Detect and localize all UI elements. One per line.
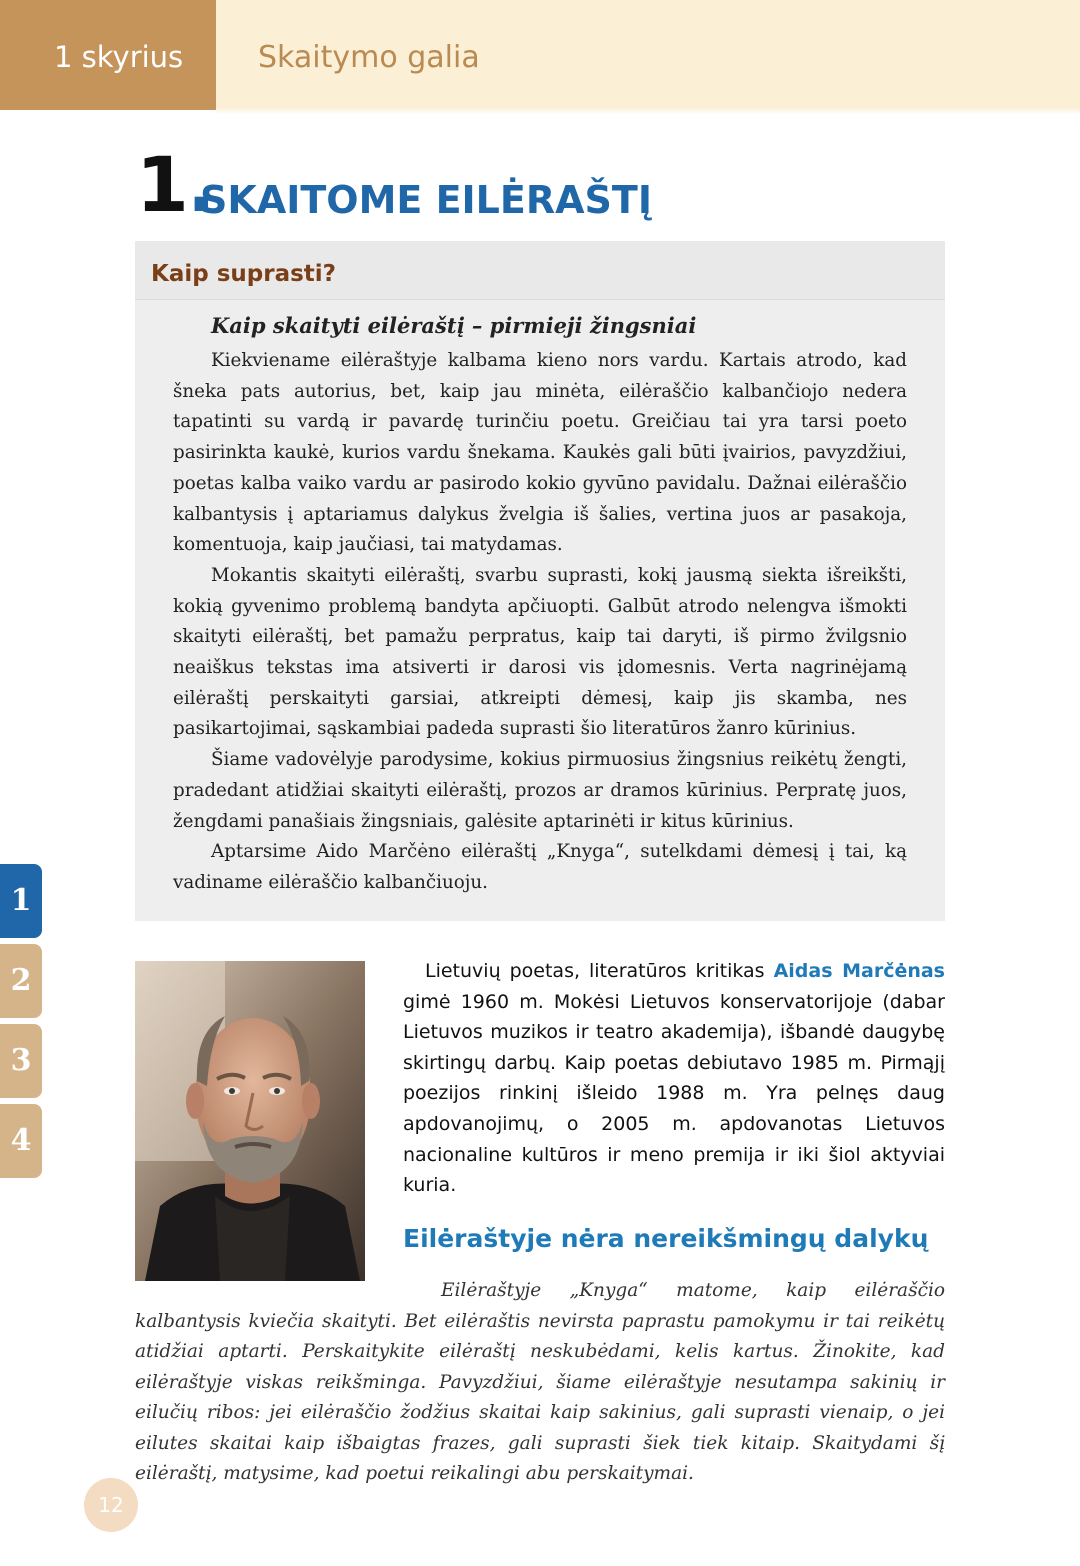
section-paragraph: Eilėraštyje „Knyga“ matome, kaip eilėraščio kalbantysis kviečia skaityti. Bet eilėraštis nevirsta paprastu pamokymu ir tai reikėtų atidžiai aptarti. Perskaitykite eilėraštį neskubėdami, kelis kartus. Žinokite, kad eilėraštyje viskas reikšminga. Pavyzdžiui, šiame eilėraštyje nesutampa sakinių ir eilučių ribos: jei eilėraščio žodžius skaitai kaip sakinius, gali suprasti vienaip, o jei eilutes skaitai kaip išbaigtas frazes, gali suprasti šiek tiek kitaip. Skaitydami šį eilėraštį, matysime, kad poetui reikalingi abu perskaitymai. xyxy=(135,1280,945,1484)
chapter-tab-4[interactable]: 4 xyxy=(0,1104,42,1178)
author-portrait-illustration xyxy=(135,961,365,1281)
info-box-text xyxy=(173,346,907,899)
section-title: Eilėraštyje nėra nereikšmingų dalykų xyxy=(403,1224,929,1253)
chapter-label-band xyxy=(0,0,216,110)
bio-rest: gimė 1960 m. Mokėsi Lietuvos konservatorijoje (dabar Lietuvos muzikos ir teatro akademija), išbandė daugybę skirtingų darbų. Kaip poetas debiutavo 1985 m. Pirmąjį poezijos rinkinį išleido 1988 m. Yra pelnęs daug apdovanojimų, o 2005 m. apdovanotas Lietuvos nacionaline kultūros ir meno premija ir iki šiol aktyviai kuria. xyxy=(403,990,945,1197)
chapter-title-band xyxy=(216,0,1080,114)
author-portrait xyxy=(135,961,365,1281)
info-box-subheading: Kaip skaityti eilėraštį – pirmieji žingsniai xyxy=(211,313,697,338)
info-box-heading: Kaip suprasti? xyxy=(151,261,336,287)
info-paragraph: Mokantis skaityti eilėraštį, svarbu suprasti, kokį jausmą siekta išreikšti, kokią gyvenimo problemą bandyta apčiuopti. Galbūt atrodo nelengva išmokti skaityti eilėraštį, bet pamažu perpratus, kaip tai daryti, iš pirmo žvilgsnio neaiškus tekstas ima atsiverti ir darosi vis įdomesnis. Verta nagrinėjamą eilėraštį perskaityti garsiai, atkreipti dėmesį, kaip jis skamba, nes pasikartojimai, sąskambiai padeda suprasti šio literatūros žanro kūrinius. xyxy=(173,564,907,740)
lesson-number: 1. xyxy=(136,140,214,229)
info-paragraph: Šiame vadovėlyje parodysime, kokius pirmuosius žingsnius reikėtų žengti, pradedant atidžiai skaityti eilėraštį, prozos ar dramos kūrinius. Perpratę juos, žengdami panašiais žingsniais, galėsite aptarinėti ir kitus kūrinius. xyxy=(173,749,907,832)
lesson-title: SKAITOME EILĖRAŠTĮ xyxy=(200,178,652,222)
chapter-tab-1[interactable]: 1 xyxy=(0,864,42,938)
bio-intro: Lietuvių poetas, literatūros kritikas xyxy=(425,960,774,982)
info-paragraph: Aptarsime Aido Marčėno eilėraštį „Knyga“, sutelkdami dėmesį į tai, ką vadiname eilėraščio kalbančiuoju. xyxy=(173,841,907,893)
info-box-header xyxy=(135,241,945,300)
author-name: Aidas Marčėnas xyxy=(773,960,945,982)
author-bio xyxy=(403,956,945,1201)
chapter-tab-2[interactable]: 2 xyxy=(0,944,42,1018)
info-box xyxy=(135,241,945,921)
chapter-tab-3[interactable]: 3 xyxy=(0,1024,42,1098)
chapter-label: 1 skyrius xyxy=(54,40,184,74)
chapter-title: Skaitymo galia xyxy=(258,40,480,75)
header-divider xyxy=(216,108,1080,114)
section-text xyxy=(135,1276,945,1490)
page-number: 12 xyxy=(84,1478,138,1532)
info-paragraph: Kiekviename eilėraštyje kalbama kieno nors vardu. Kartais atrodo, kad šneka pats autorius, bet, kaip jau minėta, eilėraščio kalbančiojo nedera tapatinti su vardą ir pavardę turinčiu poetu. Greičiau tai yra tarsi poeto pasirinkta kaukė, kurios vardu šnekama. Kaukės gali būti įvairios, pavyzdžiui, poetas kalba vaiko vardu ar pasirodo kokio gyvūno pavidalu. Dažnai eilėraščio kalbantysis į aptariamus dalykus žvelgia iš šalies, vertina juos ar pasakoja, komentuoja, kaip jaučiasi, tai matydamas. xyxy=(173,350,907,556)
